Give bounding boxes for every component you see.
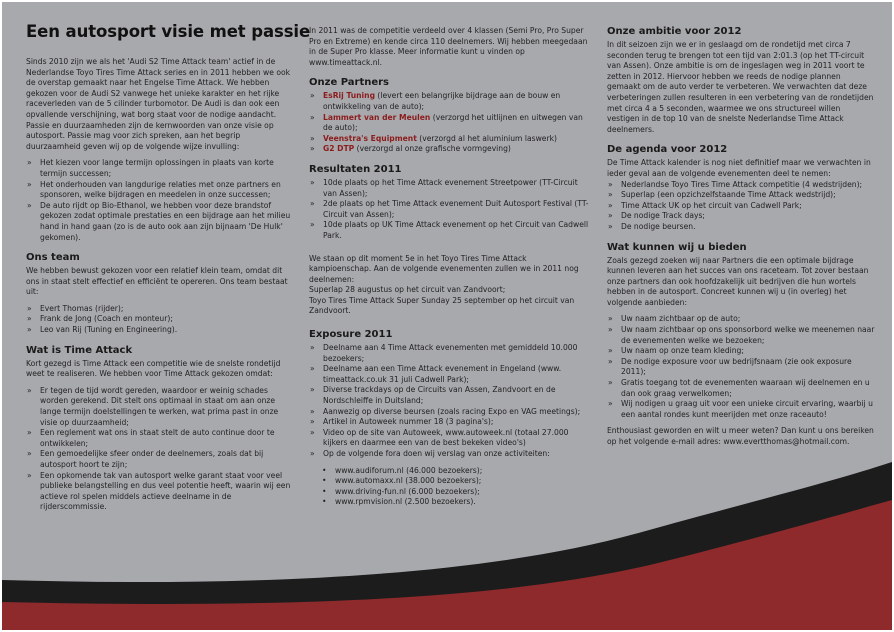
list-item: » Een opkomende tak van autosport welke garant staat voor veel publieke belangstelling en dus veel potentie heeft, waarin wij een actieve rol spelen middels actieve deelname in de rijderscommissie.: [26, 471, 294, 513]
list-item: » Het onderhouden van langdurige relaties met onze partners en sponsoren, welke bijdragen en meedelen in onze successen;: [26, 180, 294, 201]
list-item: » 2de plaats op het Time Attack evenement Duit Autosport Festival (TT-Circuit van Assen);: [309, 199, 591, 220]
list-item: » Superlap (een opzichzelfstaande Time Attack wedstrijd);: [607, 190, 875, 201]
standing-text: We staan op dit moment 5e in het Toyo Tires Time Attack kampioenschap. Aan de volgende evenementen zullen we in 2011 nog deelnemen:: [309, 253, 579, 284]
list-item: » Er tegen de tijd wordt gereden, waardoor er weinig schades worden gerekend. Dit stelt ons optimaal in staat om aan onze lange termijn doelstellingen te werken, wat prima past in onze visie op duurzaamheid;: [26, 386, 294, 428]
team-heading: Ons team: [26, 252, 80, 264]
partner-desc: (verzorgd het uitlijnen en uitwegen van de auto);: [323, 112, 583, 133]
list-item: » Uw naam zichtbaar op ons sponsorbord welke we meenemen naar de evenementen welke we bezoeken;: [607, 325, 875, 346]
page-title: Een autosport visie met passie: [26, 22, 311, 41]
list-item: » Nederlandse Toyo Tires Time Attack competitie (4 wedstrijden);: [607, 180, 875, 191]
partner-name: EsRij Tuning: [323, 91, 376, 101]
list-item: » 10de plaats op UK Time Attack evenement op het Circuit van Cadwell Park.: [309, 220, 591, 241]
partner-name: G2 DTP: [323, 144, 355, 154]
partners-heading: Onze Partners: [309, 77, 390, 89]
column-right: [607, 26, 875, 454]
agenda-list: [607, 180, 875, 233]
team-list: [26, 304, 294, 336]
offer-heading: Wat kunnen wij u bieden: [607, 241, 747, 253]
fora-list: [321, 466, 591, 508]
column-middle: [309, 26, 591, 508]
list-item: » Uw naam op onze team kleding;: [607, 346, 875, 357]
column-left: [26, 22, 311, 519]
offer-list: [607, 314, 875, 420]
partner-desc: (levert een belangrijke bijdrage aan de bouw en ontwikkeling van de auto);: [323, 91, 561, 111]
agenda-heading: De agenda voor 2012: [607, 144, 728, 156]
offer-paragraph: Zoals gezegd zoeken wij naar Partners die een optimale bijdrage kunnen leveren aan het succes van ons raceteam. Tot zover bestaan onze partners dan ook hoofdzakelijk uit bedrijven die hun wortels hebben in de autosport. Concreet kunnen wij u (in overleg) het volgende aanbieden:: [607, 255, 869, 307]
list-item: » Aanwezig op diverse beursen (zoals racing Expo en VAG meetings);: [309, 407, 591, 418]
team-paragraph: We hebben bewust gekozen voor een relatief klein team, omdat dit ons in staat stelt effectief en efficiënt te opereren. Ons team bestaat uit:: [26, 266, 288, 297]
time-attack-paragraph: Kort gezegd is Time Attack een competitie wie de snelste rondetijd weet te realiseren. We hebben voor Time Attack gekozen omdat:: [26, 358, 281, 379]
partner-name: Lammert van der Meulen: [323, 112, 431, 122]
list-item: • www.driving-fun.nl (6.000 bezoekers);: [321, 487, 591, 498]
list-item: » Op de volgende fora doen wij verslag van onze activiteiten:: [309, 449, 591, 460]
list-item: » De nodige Track days;: [607, 211, 875, 222]
partner-name: Veenstra's Equipment: [323, 133, 417, 143]
list-item: • www.audiforum.nl (46.000 bezoekers);: [321, 466, 591, 477]
list-item: [309, 113, 591, 134]
ambition-paragraph: In dit seizoen zijn we er in geslaagd om de rondetijd met circa 7 seconden terug te brengen tot een tijd van 2:01.3 (op het TT-circuit van Assen). Onze ambitie is om de ingeslagen weg in 2011 voort te zetten in 2012. Hiervoor hebben we reeds de nodige plannen gemaakt om de auto verder te verbeteren. We verwachten dat deze verbeteringen zullen resulteren in een verbetering van de rondetijden met circa 4 a 5 seconden, waarmee we ons structureel willen vestigen in de top 10 van de snelste Nederlandse Time Attack deelnemers.: [607, 40, 874, 134]
list-item: » Gratis toegang tot de evenementen waaraan wij deelnemen en u dan ook graag verwelkomen;: [607, 378, 875, 399]
partners-list: [309, 91, 591, 155]
results-list: [309, 178, 591, 242]
event-line: Superlap 28 augustus op het circuit van Zandvoort;: [309, 285, 506, 295]
brochure-page: [2, 2, 892, 630]
partner-desc: (verzorgd al het aluminium laswerk): [416, 133, 557, 143]
event-line: Toyo Tires Time Attack Super Sunday 25 september op het circuit van Zandvoort.: [309, 295, 575, 316]
list-item: » Frank de Jong (Coach en monteur);: [26, 314, 294, 325]
time-attack-list: [26, 386, 294, 513]
list-item: » Deelname aan een Time Attack evenement in Engeland (www. timeattack.co.uk 31 juli Cadwell Park);: [309, 364, 591, 385]
list-item: » Een gemoedelijke sfeer onder de deelnemers, zoals dat bij autosport hoort te zijn;: [26, 449, 294, 470]
intro-paragraph: Sinds 2010 zijn we als het 'Audi S2 Time Attack team' actief in de Nederlandse Toyo Tires Time Attack series en in 2011 hebben we ook de overstap gemaakt naar het Engelse Time Attack. We hebben gekozen voor de Audi S2 vanwege het unieke karakter en het rijke raceverleden van de 5 cilinder turbomotor. De Audi is dan ook een opvallende verschijning, wat borg staat voor de nodige aandacht. Passie en duurzaamheden zijn de kernwoorden van onze visie op autosport. Passie mag voor zich spreken, aan het begrip duurzaamheid geven wij op de volgende wijze invulling:: [26, 57, 291, 151]
partner-desc: (verzorgd al onze grafische vormgeving): [354, 144, 511, 154]
standing-paragraph: [309, 254, 591, 318]
ambition-heading: Onze ambitie voor 2012: [607, 26, 742, 37]
list-item: » Deelname aan 4 Time Attack evenementen met gemiddeld 10.000 bezoekers;: [309, 343, 591, 364]
list-item: » Het kiezen voor lange termijn oplossingen in plaats van korte termijn successen;: [26, 158, 294, 179]
list-item: » Time Attack UK op het circuit van Cadwell Park;: [607, 201, 875, 212]
list-item: » Uw naam zichtbaar op de auto;: [607, 314, 875, 325]
list-item: [309, 144, 591, 155]
list-item: • www.automaxx.nl (38.000 bezoekers);: [321, 476, 591, 487]
vision-list: [26, 158, 294, 243]
list-item: [309, 134, 591, 145]
list-item: [309, 91, 591, 112]
list-item: » Een reglement wat ons in staat stelt de auto continue door te ontwikkelen;: [26, 428, 294, 449]
list-item: • www.rpmvision.nl (2.500 bezoekers).: [321, 497, 591, 508]
closing-paragraph: Enthousiast geworden en wilt u meer weten? Dan kunt u ons bereiken op het volgende e-mail adres: www.evertthomas@hotmail.com.: [607, 426, 874, 446]
exposure-heading: Exposure 2011: [309, 329, 393, 341]
list-item: » Artikel in Autoweek nummer 18 (3 pagina's);: [309, 417, 591, 428]
results-heading: Resultaten 2011: [309, 163, 402, 175]
competition-paragraph: In 2011 was de competitie verdeeld over 4 klassen (Semi Pro, Pro Super Pro en Extreme) en kende circa 110 deelnemers. Wij hebben meegedaan in de Super Pro klasse. Meer informatie kunt u vinden op www.timeattack.nl.: [309, 26, 588, 67]
list-item: » Wij nodigen u graag uit voor een unieke circuit ervaring, waarbij u een aantal rondes kunt meerijden met onze raceauto!: [607, 399, 875, 420]
list-item: » De nodige exposure voor uw bedrijfsnaam (zie ook exposure 2011);: [607, 357, 875, 378]
list-item: » De nodige beursen.: [607, 222, 875, 233]
agenda-paragraph: De Time Attack kalender is nog niet definitief maar we verwachten in ieder geval aan de volgende evenementen deel te nemen:: [607, 158, 871, 178]
list-item: » Leo van Rij (Tuning en Engineering).: [26, 325, 294, 336]
time-attack-heading: Wat is Time Attack: [26, 344, 133, 356]
list-item: » 10de plaats op het Time Attack evenement Streetpower (TT-Circuit van Assen);: [309, 178, 591, 199]
list-item: » Evert Thomas (rijder);: [26, 304, 294, 315]
list-item: » De auto rijdt op Bio-Ethanol, we hebben voor deze brandstof gekozen zodat optimale prestaties en een bijdrage aan het milieu hand in hand gaan (zo is de auto ook aan zijn bijnaam 'De Hulk' gekomen).: [26, 201, 294, 243]
list-item: » Diverse trackdays op de Circuits van Assen, Zandvoort en de Nordschleiffe in Duitsland;: [309, 385, 591, 406]
exposure-list: [309, 343, 591, 460]
list-item: » Video op de site van Autoweek, www.autoweek.nl (totaal 27.000 kijkers en daarmee een van de best bekeken video's): [309, 428, 591, 449]
